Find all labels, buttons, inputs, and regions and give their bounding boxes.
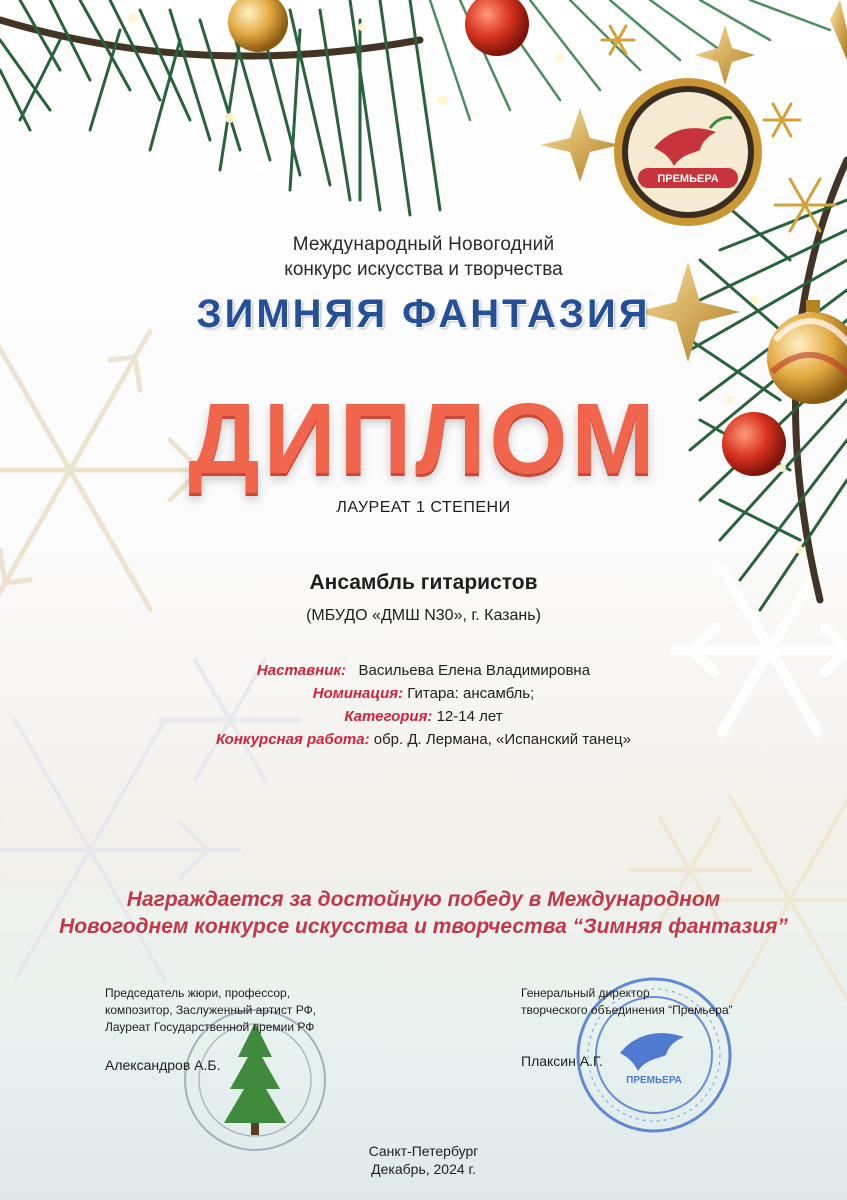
detail-value: 12-14 лет: [436, 708, 503, 725]
director-name: Плаксин А.Г.: [521, 1053, 603, 1069]
city: Санкт-Петербург: [368, 1143, 479, 1159]
contest-name: ЗИМНЯЯ ФАНТАЗИЯ: [196, 292, 651, 336]
award-line2: Новогоднем конкурсе искусства и творчества “Зимняя фантазия”: [59, 915, 788, 938]
diploma-title: ДИПЛОМ: [188, 383, 659, 495]
jury-chair-name: Александров А.Б.: [105, 1057, 221, 1073]
role-line: Председатель жюри, профессор,: [105, 986, 291, 1000]
detail-nomination: [0, 682, 847, 705]
svg-text:ПРЕМЬЕРА: ПРЕМЬЕРА: [657, 173, 719, 185]
role-line: Лауреат Государственной премии РФ: [105, 1020, 315, 1034]
pine-branch-top: [0, 0, 440, 215]
detail-label: Наставник:: [256, 662, 346, 679]
details-block: [0, 659, 847, 751]
role-line: творческого объединения “Премьера”: [521, 1003, 733, 1017]
role-line: композитор, Заслуженный артист РФ,: [105, 1003, 317, 1017]
dove-icon: [620, 1033, 684, 1071]
contest-header-line1: Международный Новогодний: [292, 234, 555, 255]
detail-category: [0, 705, 847, 728]
detail-mentor: [0, 659, 847, 682]
detail-value: Гитара: ансамбль;: [407, 685, 535, 702]
svg-text:ПРЕМЬЕРА: ПРЕМЬЕРА: [626, 1075, 682, 1086]
detail-label: Номинация:: [312, 685, 404, 702]
date: Декабрь, 2024 г.: [371, 1161, 476, 1177]
participant-institution: (МБУДО «ДМШ N30», г. Казань): [306, 607, 541, 624]
laureate-degree: ЛАУРЕАТ 1 СТЕПЕНИ: [336, 499, 511, 516]
detail-work: [0, 728, 847, 751]
detail-label: Конкурсная работа:: [216, 731, 370, 748]
jury-chair-role: [105, 985, 355, 1036]
place-and-date: [0, 1142, 847, 1178]
premiere-medal: [612, 76, 764, 228]
award-text: [0, 886, 847, 940]
participant-name: Ансамбль гитаристов: [309, 571, 538, 594]
role-line: Генеральный директор: [521, 986, 650, 1000]
detail-value: обр. Д. Лермана, «Испанский танец»: [373, 731, 631, 748]
fir-tree-icon: [224, 1023, 286, 1135]
award-line1: Награждается за достойную победу в Международном: [126, 888, 721, 911]
director-role: [521, 985, 791, 1019]
detail-value: Васильева Елена Владимировна: [358, 662, 591, 679]
contest-header-line2: конкурс искусства и творчества: [284, 259, 563, 280]
detail-label: Категория:: [344, 708, 433, 725]
